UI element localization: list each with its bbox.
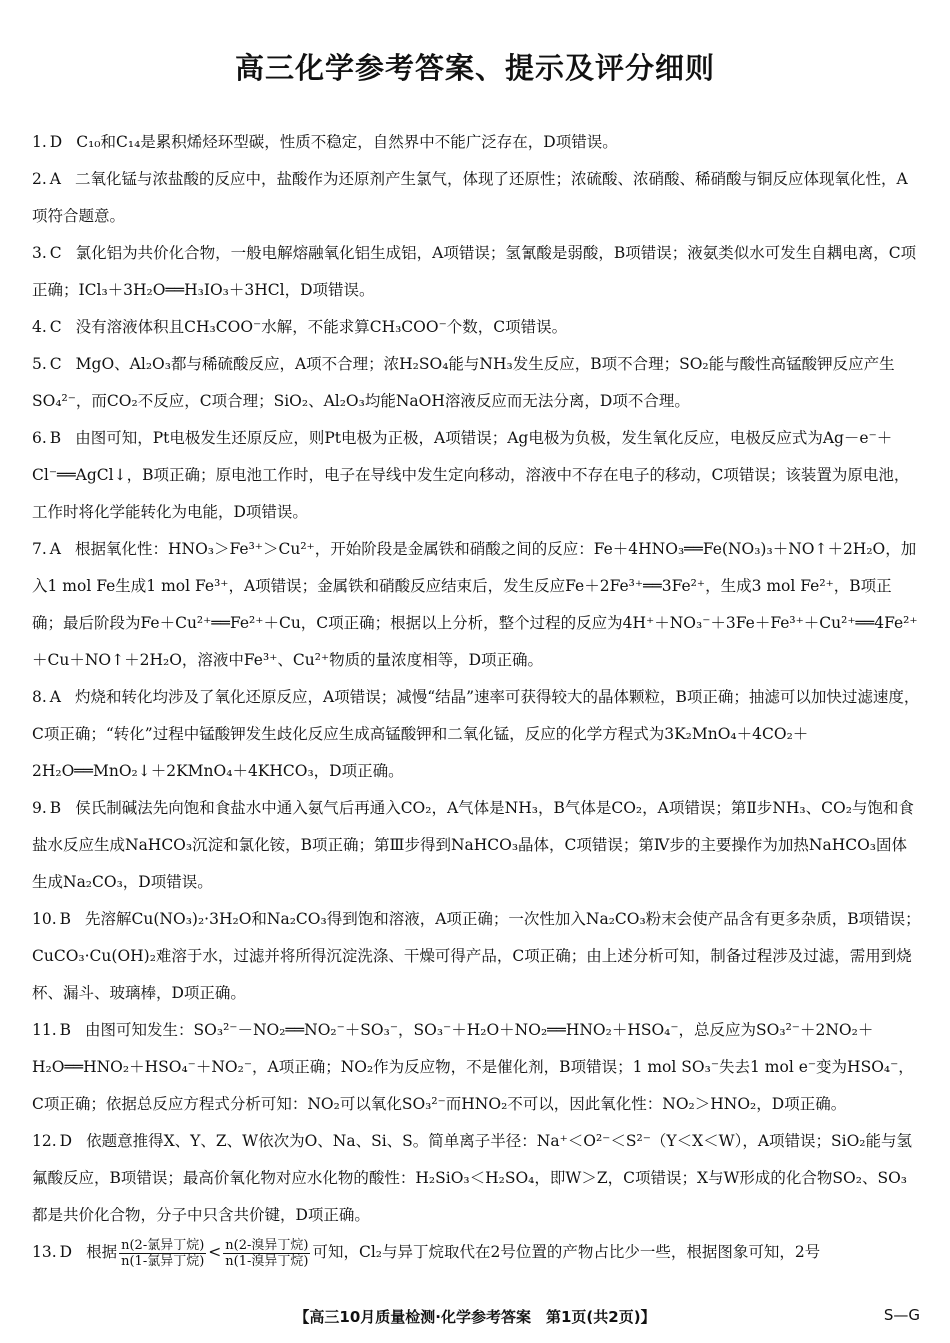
answer-item-5 <box>32 346 922 420</box>
fraction-numerator: n(2-溴异丁烷) <box>225 1237 309 1253</box>
item-explanation: 灼烧和转化均涉及了氧化还原反应，A项错误；减慢“结晶”速率可获得较大的晶体颗粒，B项正确；抽滤可以加快过滤速度，C项正确；“转化”过程中锰酸钾发生歧化反应生成高锰酸钾和二氧化锰，反应的化学方程式为3K₂MnO₄＋4CO₂＋2H₂O══MnO₂↓＋2KMnO₄＋4KHCO₃，D项正确。 <box>32 688 920 780</box>
item-explanation: C₁₀和C₁₄是累积烯烃环型碳，性质不稳定，自然界中不能广泛存在，D项错误。 <box>76 133 618 151</box>
answer-item-2 <box>32 161 922 235</box>
item-number: 9. <box>32 799 47 817</box>
item-number: 7. <box>32 540 47 558</box>
item-answer: D <box>49 133 63 151</box>
item-explanation: 可知，Cl₂与异丁烷取代在2号位置的产物占比少一些，根据图象可知，2号 <box>312 1243 821 1261</box>
item-explanation: 由图可知，Pt电极发生还原反应，则Pt电极为正极，A项错误；Ag电极为负极，发生氧化反应，电极反应式为Ag－e⁻＋Cl⁻══AgCl↓，B项正确；原电池工作时，电子在导线中发生定向移动，溶液中不存在电子的移动，C项错误；该装置为原电池，工作时将化学能转化为电能，D项错误。 <box>32 429 910 521</box>
fraction-denominator: n(1-氯异丁烷) <box>121 1253 205 1269</box>
answer-item-11 <box>32 1012 922 1123</box>
item-explanation: 先溶解Cu(NO₃)₂·3H₂O和Na₂CO₃得到饱和溶液，A项正确；一次性加入Na₂CO₃粉末会使产品含有更多杂质，B项错误；CuCO₃·Cu(OH)₂难溶于水，过滤并将所得沉淀洗涤、干燥可得产品，C项正确；由上述分析可知，制备过程涉及过滤，需用到烧杯、漏斗、玻璃棒，D项正确。 <box>32 910 921 1002</box>
item-explanation: 依题意推得X、Y、Z、W依次为O、Na、Si、S。简单离子半径：Na⁺＜O²⁻＜S²⁻（Y＜X＜W），A项错误；SiO₂能与氢氟酸反应，B项错误；最高价氧化物对应水化物的酸性：H₂SiO₃＜H₂SO₄，即W＞Z，C项错误；X与W形成的化合物SO₂、SO₃都是共价化合物，分子中只含共价键，D项正确。 <box>32 1132 913 1224</box>
item-number: 5. <box>32 355 47 373</box>
item-answer: B <box>49 429 62 447</box>
fraction-denominator: n(1-溴异丁烷) <box>225 1253 309 1269</box>
answer-item-4 <box>32 309 922 346</box>
answer-item-8 <box>32 679 922 790</box>
item-number: 13. <box>32 1243 57 1261</box>
answer-item-10 <box>32 901 922 1012</box>
item-number: 2. <box>32 170 47 188</box>
ratio-fraction-bromo <box>223 1238 310 1269</box>
page-title: 高三化学参考答案、提示及评分细则 <box>234 51 715 85</box>
item-answer: B <box>59 910 72 928</box>
answer-item-6 <box>32 420 922 531</box>
item-answer: D <box>59 1132 73 1150</box>
footer-page-info: 【高三10月质量检测·化学参考答案 第1页(共2页)】 <box>294 1308 656 1326</box>
item-answer: C <box>49 318 62 336</box>
answer-item-12 <box>32 1123 922 1234</box>
item-answer: C <box>49 244 62 262</box>
answer-item-1 <box>32 124 922 161</box>
item-number: 3. <box>32 244 47 262</box>
answer-item-9 <box>32 790 922 901</box>
item-number: 10. <box>32 910 57 928</box>
answer-list <box>32 124 922 1271</box>
item-explanation: 侯氏制碱法先向饱和食盐水中通入氨气后再通入CO₂，A气体是NH₃，B气体是CO₂，A项错误；第Ⅱ步NH₃、CO₂与饱和食盐水反应生成NaHCO₃沉淀和氯化铵，B项正确；第Ⅲ步得到NaHCO₃晶体，C项错误；第Ⅳ步的主要操作为加热NaHCO₃固体生成Na₂CO₃，D项错误。 <box>32 799 914 891</box>
fraction-numerator: n(2-氯异丁烷) <box>121 1237 205 1253</box>
item-answer: A <box>49 540 61 558</box>
item-explanation: 根据氧化性：HNO₃＞Fe³⁺＞Cu²⁺，开始阶段是金属铁和硝酸之间的反应：Fe＋4HNO₃══Fe(NO₃)₃＋NO↑＋2H₂O，加入1 mol Fe生成1 mol Fe³⁺，A项错误；金属铁和硝酸反应结束后，发生反应Fe＋2Fe³⁺══3Fe²⁺，生成3 mol Fe²⁺，B项正确；最后阶段为Fe＋Cu²⁺══Fe²⁺＋Cu，C项正确；根据以上分析，整个过程的反应为4H⁺＋NO₃⁻＋3Fe＋Fe³⁺＋Cu²⁺══4Fe²⁺＋Cu＋NO↑＋2H₂O，溶液中Fe³⁺、Cu²⁺物质的量浓度相等，D项正确。 <box>32 540 918 669</box>
item-number: 4. <box>32 318 47 336</box>
item-answer: C <box>49 355 62 373</box>
item-number: 12. <box>32 1132 57 1150</box>
footer-code: S—G <box>883 1306 920 1324</box>
item-explanation: 二氧化锰与浓盐酸的反应中，盐酸作为还原剂产生氯气，体现了还原性；浓硫酸、浓硝酸、稀硝酸与铜反应体现氧化性，A项符合题意。 <box>32 170 908 225</box>
item-explanation: 氯化铝为共价化合物，一般电解熔融氧化铝生成铝，A项错误；氢氰酸是弱酸，B项错误；液氨类似水可发生自耦电离，C项正确；ICl₃＋3H₂O══H₃IO₃＋3HCl，D项错误。 <box>32 244 917 299</box>
item-answer: A <box>49 688 61 706</box>
item-answer: B <box>59 1021 72 1039</box>
item-number: 6. <box>32 429 47 447</box>
item-number: 8. <box>32 688 47 706</box>
ratio-fraction-chloro <box>119 1238 206 1269</box>
less-than-sign: < <box>208 1243 222 1261</box>
item-answer: B <box>49 799 62 817</box>
item-answer: D <box>59 1243 73 1261</box>
item-number: 11. <box>32 1021 57 1039</box>
item-number: 1. <box>32 133 47 151</box>
item-answer: A <box>49 170 61 188</box>
answer-item-13 <box>32 1234 922 1271</box>
answer-item-3 <box>32 235 922 309</box>
item-explanation: MgO、Al₂O₃都与稀硫酸反应，A项不合理；浓H₂SO₄能与NH₃发生反应，B项不合理；SO₂能与酸性高锰酸钾反应产生SO₄²⁻，而CO₂不反应，C项合理；SiO₂、Al₂O₃均能NaOH溶液反应而无法分离，D项不合理。 <box>32 355 895 410</box>
item-explanation: 没有溶液体积且CH₃COO⁻水解，不能求算CH₃COO⁻个数，C项错误。 <box>75 318 568 336</box>
answer-item-7 <box>32 531 922 679</box>
item-explanation: 由图可知发生：SO₃²⁻－NO₂══NO₂⁻＋SO₃⁻，SO₃⁻＋H₂O＋NO₂══HNO₂＋HSO₄⁻，总反应为SO₃²⁻＋2NO₂＋H₂O══HNO₂＋HSO₄⁻＋NO₂⁻，A项正确；NO₂作为反应物，不是催化剂，B项错误；1 mol SO₃⁻失去1 mol e⁻变为HSO₄⁻，C项正确；依据总反应方程式分析可知：NO₂可以氧化SO₃²⁻而HNO₂不可以，因此氧化性：NO₂＞HNO₂，D项正确。 <box>32 1021 914 1113</box>
item-lead: 根据 <box>86 1243 118 1261</box>
